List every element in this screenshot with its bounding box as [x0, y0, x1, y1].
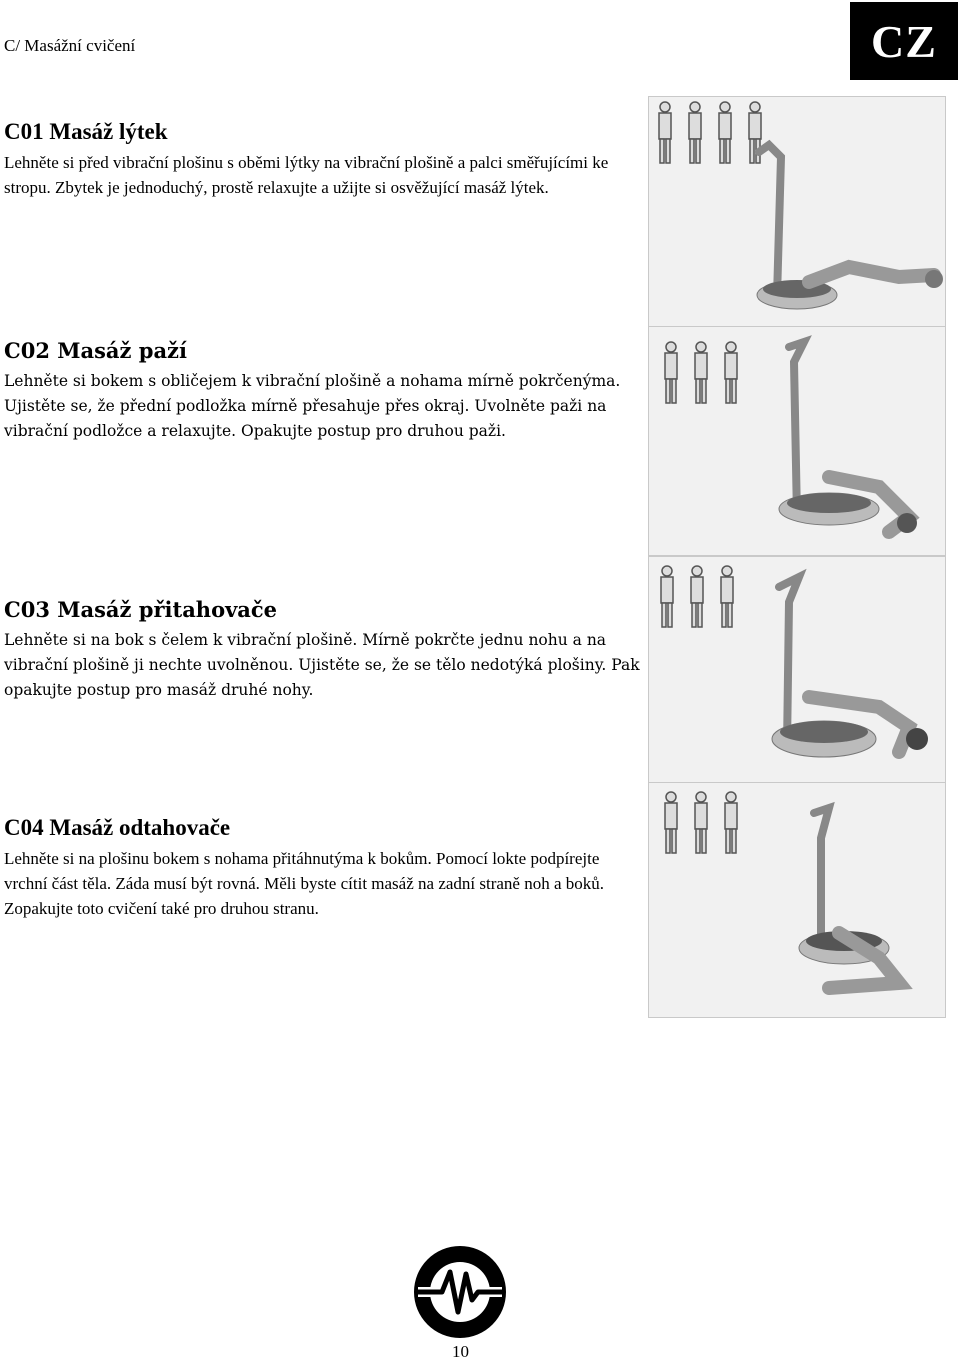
- arm-massage-illustration: [648, 326, 946, 556]
- language-badge: CZ: [850, 2, 958, 80]
- adductor-massage-illustration: [648, 556, 946, 784]
- section-label: C/ Masážní cvičení: [4, 36, 136, 55]
- exercise-c01: [4, 118, 644, 200]
- exercise-description: Lehněte si na bok s čelem k vibrační plošině. Mírně pokrčte jednu nohu a na vibrační plošině ji nechte uvolněnou. Ujistěte se, že se tělo nedotýká plošiny. Pak opakujte postup pro masáž druhé nohy.: [4, 631, 640, 699]
- brand-logo-icon: [408, 1240, 512, 1344]
- exercise-c04: [4, 814, 644, 921]
- exercise-title: C02 Masáž paží: [4, 338, 187, 363]
- exercise-c02: [4, 337, 644, 444]
- calf-massage-illustration: [648, 96, 946, 328]
- exercise-description: Lehněte si před vibrační plošinu s oběmi lýtky na vibrační plošině a palci směřujícími ke stropu. Zbytek je jednoduchý, prostě relaxujte a užijte si osvěžující masáž lýtek.: [4, 153, 609, 197]
- exercise-title: C01 Masáž lýtek: [4, 119, 168, 144]
- page-number: 10: [452, 1342, 469, 1361]
- exercise-c03: [4, 596, 644, 703]
- abductor-massage-illustration: [648, 782, 946, 1018]
- exercise-description: Lehněte si bokem s obličejem k vibrační plošině a nohama mírně pokrčenýma. Ujistěte se, že přední podložka mírně přesahuje přes okraj. Uvolněte paži na vibrační podložce a relaxujte. Opakujte postup pro druhou paži.: [4, 372, 621, 440]
- exercise-title: C03 Masáž přitahovače: [4, 597, 278, 622]
- exercise-description: Lehněte si na plošinu bokem s nohama přitáhnutýma k bokům. Pomocí lokte podpírejte vrchní část těla. Záda musí být rovná. Měli byste cítit masáž na zadní straně noh a boků. Zopakujte toto cvičení také pro druhou stranu.: [4, 849, 605, 918]
- exercise-title: C04 Masáž odtahovače: [4, 815, 231, 840]
